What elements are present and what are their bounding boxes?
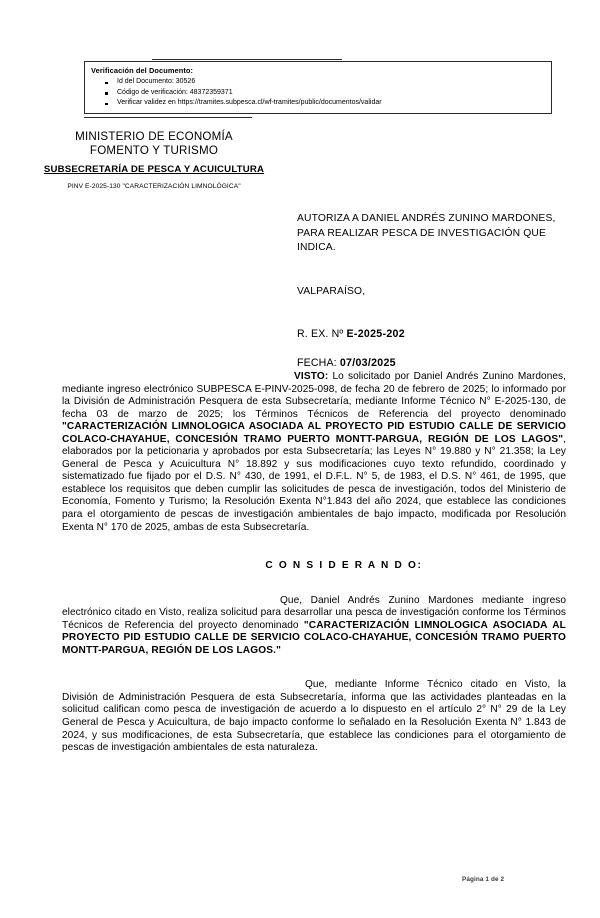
verification-title: Verificación del Documento: [91,66,194,75]
spacer-after-visto [62,534,566,560]
paragraph-considerando-2: Que, mediante Informe Técnico citado en Visto, la División de Administración Pesquera de esta Subsecretaría, informa que las actividades planteadas en la solicitud califican como pesca de investigación de acuerdo a lo dispuesto en el artículo 2° N° 29 de la Ley General de Pesca y Acuicultura, de bajo impacto conforme lo señalado en la Resolución Exenta N° 1.843 de 2024, y sus modificaciones, de esta Subsecretaría, que establece las condiciones para el otorgamiento de pescas de investigación ambientales de esta naturaleza. [62,679,566,754]
spacer-after-considerando [62,573,566,595]
verification-box [84,61,552,114]
verification-item-url: Verificar validez en https://tramites.subpesca.cl/wf-tramites/public/documentos/validar [91,98,547,109]
subsecretaria-title: SUBSECRETARÍA DE PESCA Y ACUICULTURA [43,164,265,175]
visto-text-part-2: , elaborados por la peticionaria y aprobados por esta Subsecretaría; las Leyes N° 19.880 y N° 21.358; la Ley General de Pesca y Acuicultura N° 18.892 y sus modificaciones cuyo texto refundido, coordinado y sistematizado fue fijado por el D.S. N° 430, de 1991, el D.F.L. N° 5, de 1983, el D.S. N° 461, de 1995, que establece los requisitos que deben cumplir las solicitudes de pesca de investigación, todos del Ministerio de Economía, Fomento y Turismo; la Resolución Exenta N°1.843 del año 2024, que establece las condiciones para el otorgamiento de pescas de investigación ambientales de bajo impacto, modificada por Resolución Exenta N° 170 de 2025, ambas de esta Subsecretaría. [62,433,566,533]
ministry-line-2: FOMENTO Y TURISMO [89,144,219,157]
ministry-line-1: MINISTERIO DE ECONOMÍA [75,130,233,143]
page-indicator: Página 1 de 2 [462,876,505,883]
considerando-heading: C O N S I D E R A N D O: [265,560,423,572]
verification-item-document-id: Id del Documento: 30526 [91,77,547,88]
issuing-city: VALPARAÍSO, [297,285,366,297]
project-name-visto: "CARACTERIZACIÓN LIMNOLOGICA ASOCIADA AL PROYECTO PID ESTUDIO CALLE DE SERVICIO COLACO-CHAYAHUE, CONCESIÓN TRAMO PUERTO MONTT-PARGUA, REGIÓN DE LOS LAGOS" [62,421,566,445]
project-name-considerando: "CARACTERIZACIÓN LIMNOLOGICA ASOCIADA AL PROYECTO PID ESTUDIO CALLE DE SERVICIO COLACO-CHAYAHUE, CONCESIÓN TRAMO PUERTO MONTT-PARGUA, REGIÓN DE LOS LAGOS." [62,619,566,656]
letterhead [20,130,288,192]
date-label: FECHA: [297,356,340,369]
resolution-date-line [297,356,559,371]
document-subject: AUTORIZA A DANIEL ANDRÉS ZUNINO MARDONES, PARA REALIZAR PESCA DE INVESTIGACIÓN QUE INDICA. [297,213,556,254]
resolution-number-line [297,327,559,342]
verification-item-code: Código de verificación: 48372359371 [91,88,547,99]
paragraph-considerando-1 [62,595,566,658]
paragraph-visto [62,371,566,534]
date-value: 07/03/2025 [339,356,396,369]
spacer-between-considerandos [62,657,566,679]
resolution-number: E-2025-202 [346,328,405,341]
resolution-label: R. EX. Nº [297,328,347,341]
pinv-reference: PINV E-2025-130 "CARACTERIZACIÓN LIMNOLÓGICA" [67,182,241,190]
visto-text-part-1: Lo solicitado por Daniel Andrés Zunino Mardones, mediante ingreso electrónico SUBPESCA E-PINV-2025-098, de fecha 20 de febrero de 2025; lo informado por la División de Administración Pesquera de esta Subsecretaría, mediante Informe Técnico N° E-2025-130, de fecha 03 de marzo de 2025; los Términos Técnicos de Referencia del proyecto denominado [62,371,566,420]
heading-column [297,212,559,371]
document-body [62,371,566,755]
stamp-top-rule [152,59,342,60]
verification-list [91,77,547,109]
visto-label: VISTO: [294,371,329,382]
considerando-1-text: Que, Daniel Andrés Zunino Mardones mediante ingreso electrónico citado en Visto, realiza solicitud para desarrollar una pesca de investigación conforme los Términos Técnicos de Referencia del proyecto denominado [62,594,566,631]
stamp-bottom-rule [84,117,252,118]
